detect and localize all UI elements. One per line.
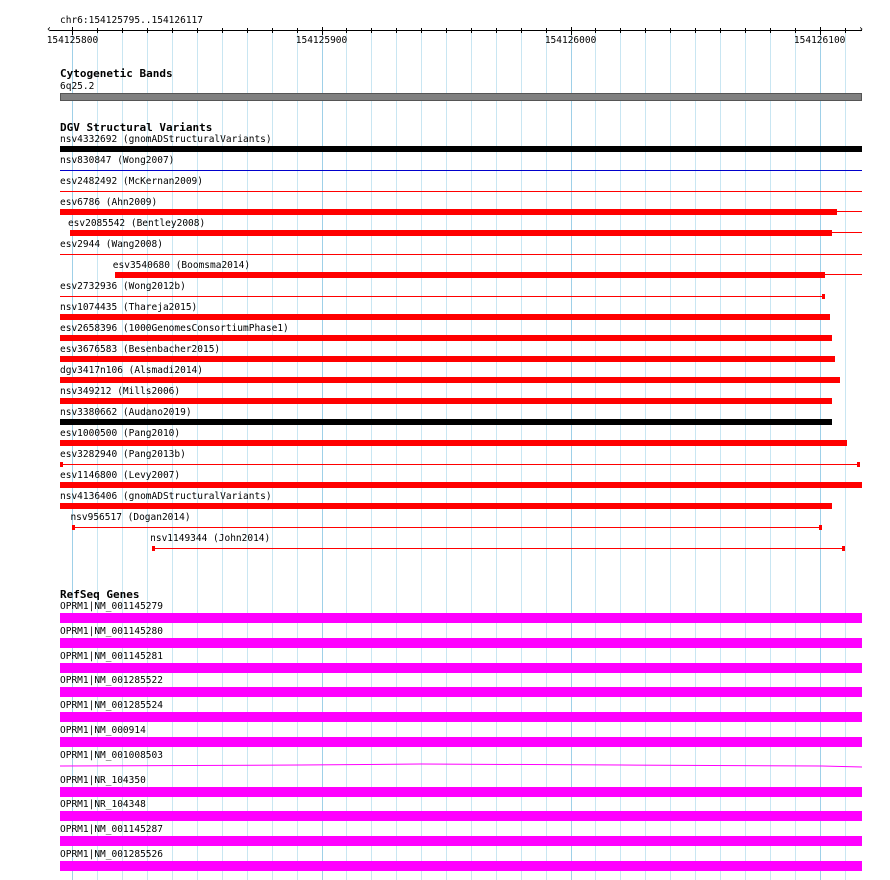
grid-line [695,30,696,880]
grid-line [571,30,572,880]
ruler-tick [147,28,148,33]
dgv-feature-line[interactable] [152,548,844,549]
refseq-gene-label[interactable]: OPRM1|NR_104348 [60,799,146,810]
ruler-tick [446,28,447,33]
ruler-tick [770,28,771,33]
ruler-tick [247,28,248,33]
dgv-feature-label[interactable]: dgv3417n106 (Alsmadi2014) [60,365,203,376]
grid-line [795,30,796,880]
ruler-label: 154126000 [544,35,597,46]
dgv-start-marker [60,462,63,467]
refseq-gene-label[interactable]: OPRM1|NM_001008503 [60,750,163,761]
dgv-feature-label[interactable]: esv1146800 (Levy2007) [60,470,181,481]
grid-line [770,30,771,880]
dgv-feature-label[interactable]: esv3676583 (Besenbacher2015) [60,344,221,355]
dgv-feature-bar[interactable] [60,356,835,362]
dgv-feature-label[interactable]: nsv349212 (Mills2006) [60,386,181,397]
refseq-gene-label[interactable]: OPRM1|NM_001145280 [60,626,163,637]
grid-line [346,30,347,880]
refseq-exon-bar[interactable] [60,613,862,623]
grid-line [446,30,447,880]
dgv-feature-label[interactable]: esv2944 (Wang2008) [60,239,163,250]
grid-line [745,30,746,880]
dgv-feature-bar[interactable] [60,209,837,215]
grid-line [247,30,248,880]
ruler-tick [172,28,173,33]
grid-line [645,30,646,880]
dgv-start-marker [152,546,155,551]
refseq-gene-label[interactable]: OPRM1|NM_001145281 [60,651,163,662]
dgv-feature-label[interactable]: esv6786 (Ahn2009) [60,197,158,208]
ruler-tick [695,28,696,33]
ruler-label: 154125900 [295,35,348,46]
dgv-feature-label[interactable]: nsv1149344 (John2014) [150,533,271,544]
ruler-tick [795,28,796,33]
ruler-tick [297,28,298,33]
refseq-gene-label[interactable]: OPRM1|NM_000914 [60,725,146,736]
grid-line [471,30,472,880]
dgv-feature-bar[interactable] [60,503,832,509]
dgv-feature-bar[interactable] [60,314,830,320]
region-label: chr6:154125795..154126117 [60,15,203,26]
ruler-tick [521,28,522,33]
ruler-tick [222,28,223,33]
dgv-feature-bar[interactable] [60,482,862,488]
grid-line [670,30,671,880]
grid-line [222,30,223,880]
grid-line [197,30,198,880]
ruler-right-arrow: › [858,24,865,35]
grid-line [297,30,298,880]
ruler-tick [97,28,98,33]
ruler-tick [571,27,572,35]
grid-line [620,30,621,880]
grid-line [371,30,372,880]
grid-line [720,30,721,880]
dgv-feature-label[interactable]: nsv830847 (Wong2007) [60,155,175,166]
cytoband-track-title: Cytogenetic Bands [60,67,173,80]
refseq-exon-bar[interactable] [60,663,862,673]
ruler-tick [272,28,273,33]
ruler-left-arrow: ‹ [46,24,53,35]
dgv-feature-line[interactable] [60,254,862,255]
ruler-tick [72,27,73,35]
ruler-tick [720,28,721,33]
ruler-tick [322,27,323,35]
dgv-feature-line[interactable] [60,296,825,297]
dgv-track-title: DGV Structural Variants [60,121,213,134]
ruler-label: 154125800 [46,35,99,46]
refseq-gene-label[interactable]: OPRM1|NR_104350 [60,775,146,786]
ruler-tick [396,28,397,33]
ruler-tick [122,28,123,33]
ruler-tick [670,28,671,33]
dgv-end-marker [819,525,822,530]
ruler-tick [595,28,596,33]
grid-line [322,30,323,880]
dgv-feature-bar[interactable] [60,440,847,446]
dgv-feature-label[interactable]: nsv3380662 (Audano2019) [60,407,192,418]
dgv-feature-line[interactable] [60,170,862,171]
grid-line [396,30,397,880]
cytoband-label: 6q25.2 [60,81,95,92]
grid-line [820,30,821,880]
dgv-feature-label[interactable]: esv3540680 (Boomsma2014) [112,260,251,271]
ruler-tick [197,28,198,33]
ruler-tick [546,28,547,33]
refseq-exon-bar[interactable] [60,787,862,797]
refseq-exon-bar[interactable] [60,836,862,846]
grid-line [272,30,273,880]
ruler-tick [745,28,746,33]
dgv-feature-label[interactable]: esv2658396 (1000GenomesConsortiumPhase1) [60,323,289,334]
dgv-start-marker [72,525,75,530]
dgv-end-marker [842,546,845,551]
refseq-intron-line[interactable] [60,760,862,768]
refseq-exon-bar[interactable] [60,638,862,648]
dgv-feature-label[interactable]: nsv4332692 (gnomADStructuralVariants) [60,134,272,145]
refseq-exon-bar[interactable] [60,811,862,821]
refseq-exon-bar[interactable] [60,687,862,697]
ruler-tick [845,28,846,33]
ruler-tick [421,28,422,33]
ruler-tick [496,28,497,33]
dgv-feature-label[interactable]: esv2732936 (Wong2012b) [60,281,186,292]
cytoband-bar[interactable] [60,93,862,101]
refseq-track-title: RefSeq Genes [60,588,140,601]
grid-line [595,30,596,880]
refseq-gene-label[interactable]: OPRM1|NM_001285526 [60,849,163,860]
dgv-feature-bar[interactable] [115,272,825,278]
refseq-exon-bar[interactable] [60,737,862,747]
grid-line [496,30,497,880]
ruler-tick [346,28,347,33]
grid-line [421,30,422,880]
dgv-feature-line[interactable] [60,191,862,192]
ruler-label: 154126100 [793,35,846,46]
refseq-gene-label[interactable]: OPRM1|NM_001145279 [60,601,163,612]
dgv-feature-label[interactable]: esv3282940 (Pang2013b) [60,449,186,460]
refseq-intron-path [60,764,862,767]
ruler-tick [471,28,472,33]
grid-line [845,30,846,880]
dgv-feature-bar[interactable] [60,335,832,341]
dgv-end-marker [822,294,825,299]
refseq-exon-bar[interactable] [60,712,862,722]
dgv-feature-line[interactable] [72,527,822,528]
dgv-feature-label[interactable]: nsv1074435 (Thareja2015) [60,302,198,313]
ruler-tick [820,27,821,35]
dgv-feature-label[interactable]: esv2085542 (Bentley2008) [67,218,206,229]
refseq-gene-label[interactable]: OPRM1|NM_001285524 [60,700,163,711]
refseq-exon-bar[interactable] [60,861,862,871]
ruler-tick [645,28,646,33]
dgv-feature-label[interactable]: nsv956517 (Dogan2014) [70,512,191,523]
dgv-feature-bar[interactable] [60,419,832,425]
grid-line [546,30,547,880]
ruler-tick [620,28,621,33]
dgv-feature-line[interactable] [60,464,860,465]
dgv-end-marker [857,462,860,467]
dgv-feature-label[interactable]: esv1000500 (Pang2010) [60,428,181,439]
dgv-feature-bar[interactable] [60,146,862,152]
dgv-feature-bar[interactable] [60,377,840,383]
dgv-feature-label[interactable]: nsv4136406 (gnomADStructuralVariants) [60,491,272,502]
grid-line [521,30,522,880]
ruler-tick [371,28,372,33]
refseq-gene-label[interactable]: OPRM1|NM_001285522 [60,675,163,686]
dgv-feature-bar[interactable] [60,398,832,404]
dgv-feature-bar[interactable] [70,230,832,236]
dgv-feature-label[interactable]: esv2482492 (McKernan2009) [60,176,203,187]
refseq-gene-label[interactable]: OPRM1|NM_001145287 [60,824,163,835]
